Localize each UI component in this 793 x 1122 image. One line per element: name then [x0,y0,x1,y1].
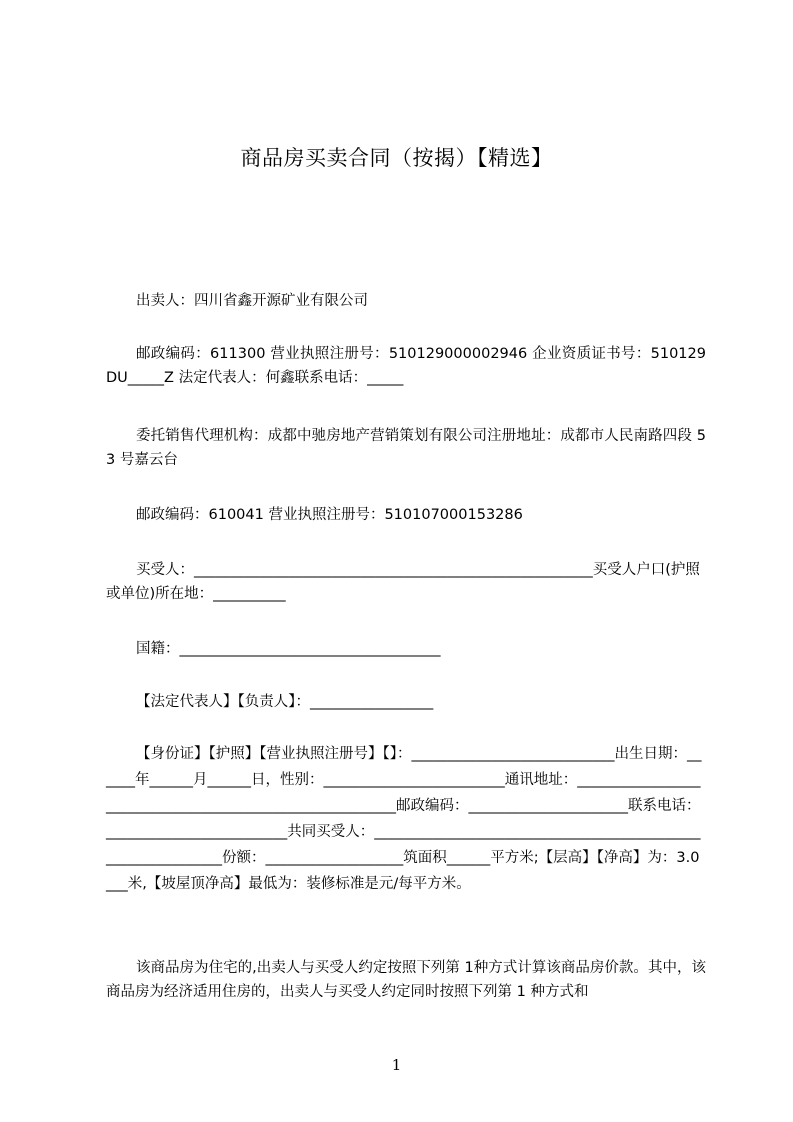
legal-representative-paragraph: 【法定代表人】【负责人】：_________________ [136,694,434,710]
buyer-paragraph: 买受人：_______________________________________________________买受人户口(护照或单位)所在地：__________ [106,562,700,602]
buyer-identity-paragraph: 【身份证】【护照】【营业执照注册号】【】：____________________________出生日期：______年______月______日，性别：_________________________通讯地址：_________________________________________________________邮政编码：______________________联系电话：_________________________共同买受人：_____________________________________________________________份额：___________________筑面积______平方米;【层高】【净高】为：3.0___米,【坡屋顶净高】最低为：装修标准是元/每平方米。 [106,746,702,892]
nationality-paragraph: 国籍：____________________________________ [136,641,441,657]
price-calculation-paragraph: 该商品房为住宅的,出卖人与买受人约定按照下列第 1种方式计算该商品房价款。其中，该商品房为经济适用住房的，出卖人与买受人约定同时按照下列第 1 种方式和 [106,960,706,1000]
agent-paragraph: 委托销售代理机构：成都中驰房地产营销策划有限公司注册地址：成都市人民南路四段 53 号嘉云台 [106,428,706,468]
seller-paragraph: 出卖人：四川省鑫开源矿业有限公司 [136,293,368,309]
seller-registration-paragraph: 邮政编码：611300 营业执照注册号：510129000002946 企业资质证书号：510129DU_____Z 法定代表人：何鑫联系电话：_____ [106,346,706,386]
document-title: 商品房买卖合同（按揭）【精选】 [240,146,553,170]
page-number: 1 [391,1056,402,1074]
agent-registration-paragraph: 邮政编码：610041 营业执照注册号：510107000153286 [136,507,523,523]
